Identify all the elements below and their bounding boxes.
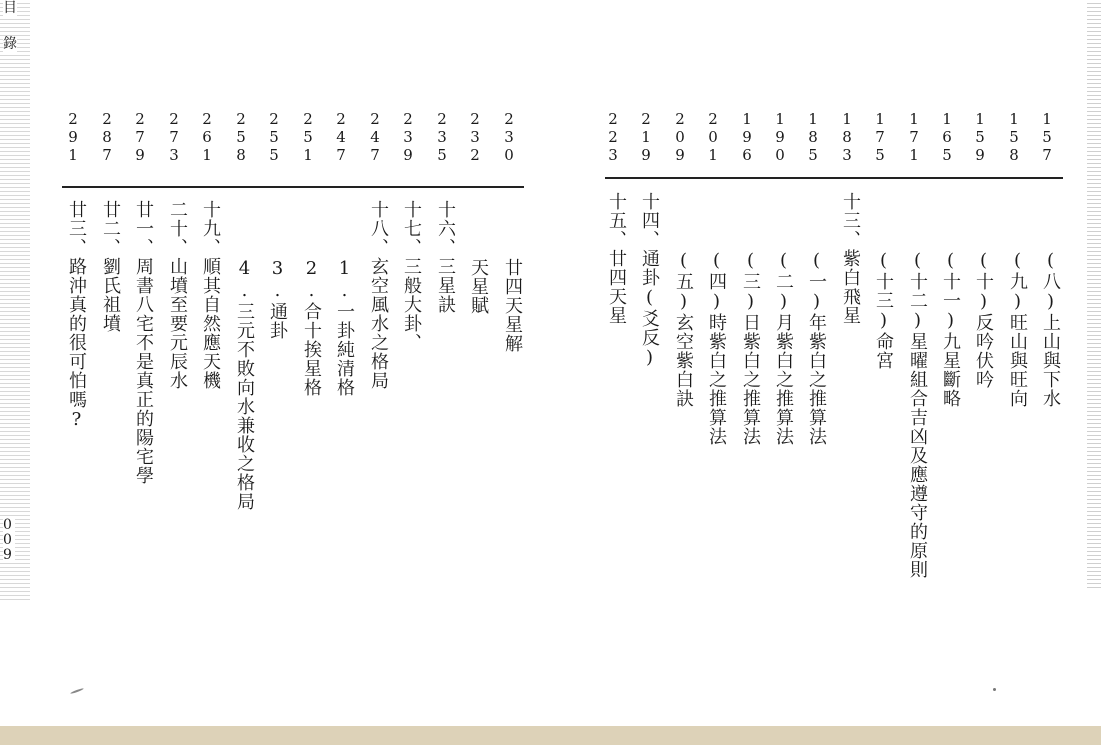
divider-rule bbox=[605, 177, 1063, 179]
page-number: 219 bbox=[637, 110, 655, 164]
header-char-2: 錄 bbox=[3, 36, 17, 52]
header-char: 目 bbox=[3, 0, 17, 16]
page-number: 273 bbox=[165, 110, 183, 164]
toc-entry: 天星賦 bbox=[468, 258, 489, 315]
toc-entry: (一)年紫白之推算法 bbox=[806, 250, 827, 446]
toc-entry: 十九、順其自然應天機 bbox=[200, 200, 221, 390]
page-number: 171 bbox=[905, 110, 923, 164]
page-edge-band bbox=[0, 726, 1101, 745]
toc-entry: 1.一卦純清格 bbox=[334, 258, 355, 397]
toc-entry: (四)時紫白之推算法 bbox=[706, 250, 727, 446]
page-number: 190 bbox=[771, 110, 789, 164]
toc-entry: 2.合十挨星格 bbox=[301, 258, 322, 397]
toc-entry: 廿三、路沖真的很可怕嗎? bbox=[66, 200, 87, 431]
page-number: 201 bbox=[704, 110, 722, 164]
toc-entry: 二十、山墳至要元辰水 bbox=[167, 200, 188, 390]
right-margin-strip bbox=[1087, 0, 1101, 590]
toc-entry: 廿四天星解 bbox=[502, 258, 523, 353]
toc-entry: (八)上山與下水 bbox=[1040, 250, 1061, 408]
left-margin-strip bbox=[0, 0, 30, 600]
page-number: 157 bbox=[1038, 110, 1056, 164]
folio: 009 bbox=[3, 518, 15, 563]
page-number: 247 bbox=[332, 110, 350, 164]
page-number: 165 bbox=[938, 110, 956, 164]
page-number: 230 bbox=[500, 110, 518, 164]
page-number: 158 bbox=[1005, 110, 1023, 164]
toc-entry: 十五、廿四天星 bbox=[606, 192, 627, 325]
page-number: 247 bbox=[366, 110, 384, 164]
toc-entry: (十三)命宮 bbox=[873, 250, 894, 370]
page-number: 255 bbox=[265, 110, 283, 164]
toc-entry: (十一)九星斷略 bbox=[940, 250, 961, 408]
page-number: 209 bbox=[671, 110, 689, 164]
toc-entry: 十四、通卦(爻反) bbox=[639, 192, 660, 369]
page-number: 287 bbox=[98, 110, 116, 164]
toc-entry: (五)玄空紫白訣 bbox=[673, 250, 694, 408]
page-number: 232 bbox=[466, 110, 484, 164]
page-number: 261 bbox=[198, 110, 216, 164]
page-number: 239 bbox=[399, 110, 417, 164]
toc-entry: 4.三元不敗向水兼收之格局 bbox=[234, 258, 255, 511]
toc-entry: 十七、三般大卦、 bbox=[401, 200, 422, 352]
toc-entry: 3.通卦 bbox=[267, 258, 288, 340]
toc-entry: 十八、玄空風水之格局 bbox=[368, 200, 389, 390]
toc-entry: (十)反吟伏吟 bbox=[973, 250, 994, 389]
toc-entry: (九)旺山與旺向 bbox=[1007, 250, 1028, 408]
page-number: 251 bbox=[299, 110, 317, 164]
page-number: 279 bbox=[131, 110, 149, 164]
page-number: 175 bbox=[871, 110, 889, 164]
page-number: 291 bbox=[64, 110, 82, 164]
page-number: 258 bbox=[232, 110, 250, 164]
page-number: 235 bbox=[433, 110, 451, 164]
toc-entry: (十二)星曜組合吉凶及應遵守的原則 bbox=[907, 250, 928, 579]
toc-entry: (二)月紫白之推算法 bbox=[773, 250, 794, 446]
page-number: 159 bbox=[971, 110, 989, 164]
divider-rule bbox=[62, 186, 524, 188]
toc-entry: (三)日紫白之推算法 bbox=[740, 250, 761, 446]
toc-entry: 廿一、周書八宅不是真正的陽宅學 bbox=[133, 200, 154, 485]
page-number: 183 bbox=[838, 110, 856, 164]
toc-entry: 十六、三星訣 bbox=[435, 200, 456, 314]
toc-entry: 十三、紫白飛星 bbox=[840, 192, 861, 325]
page-number: 196 bbox=[738, 110, 756, 164]
toc-entry: 廿二、劉氏祖墳 bbox=[100, 200, 121, 333]
scan-speck bbox=[70, 688, 84, 695]
page-number: 185 bbox=[804, 110, 822, 164]
page-number: 223 bbox=[604, 110, 622, 164]
scan-speck bbox=[993, 688, 996, 691]
